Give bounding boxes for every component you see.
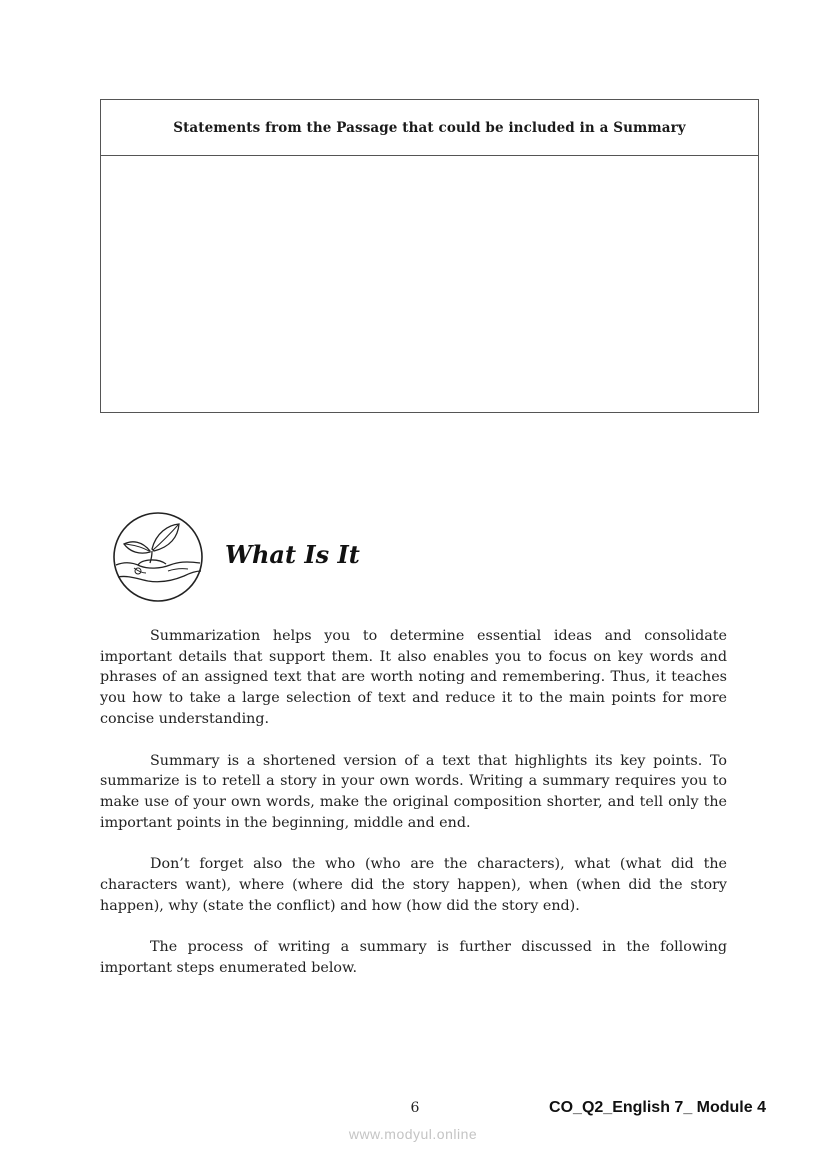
- body-text: [100, 626, 727, 1000]
- paragraph: Summary is a shortened version of a text that highlights its key points. To summarize is to retell a story in your own words. Writing a summary requires you to make use of your own words, make the original composition shorter, and tell only the important points in the beginning, middle and end.: [100, 752, 727, 831]
- paragraph: Summarization helps you to determine essential ideas and consolidate important details that support them. It also enables you to focus on key words and phrases of an assigned text that are worth noting and remembering. Thus, it teaches you how to take a large selection of text and reduce it to the main points for more concise understanding.: [100, 628, 727, 727]
- paragraph: The process of writing a summary is further discussed in the following important steps enumerated below.: [100, 939, 727, 977]
- module-code: CO_Q2_English 7_ Module 4: [549, 1099, 766, 1116]
- watermark: www.modyul.online: [348, 1126, 478, 1142]
- hand-with-plant-icon: [112, 511, 204, 603]
- summary-statements-table: [100, 99, 759, 413]
- section-title: What Is It: [225, 540, 360, 569]
- table-answer-cell[interactable]: [101, 156, 758, 414]
- table-header: Statements from the Passage that could be included in a Summary: [101, 100, 758, 156]
- paragraph: Don’t forget also the who (who are the characters), what (what did the characters want), where (where did the story happen), when (when did the story happen), why (state the conflict) and how (how did the story end).: [100, 856, 727, 914]
- page-number: 6: [410, 1100, 420, 1116]
